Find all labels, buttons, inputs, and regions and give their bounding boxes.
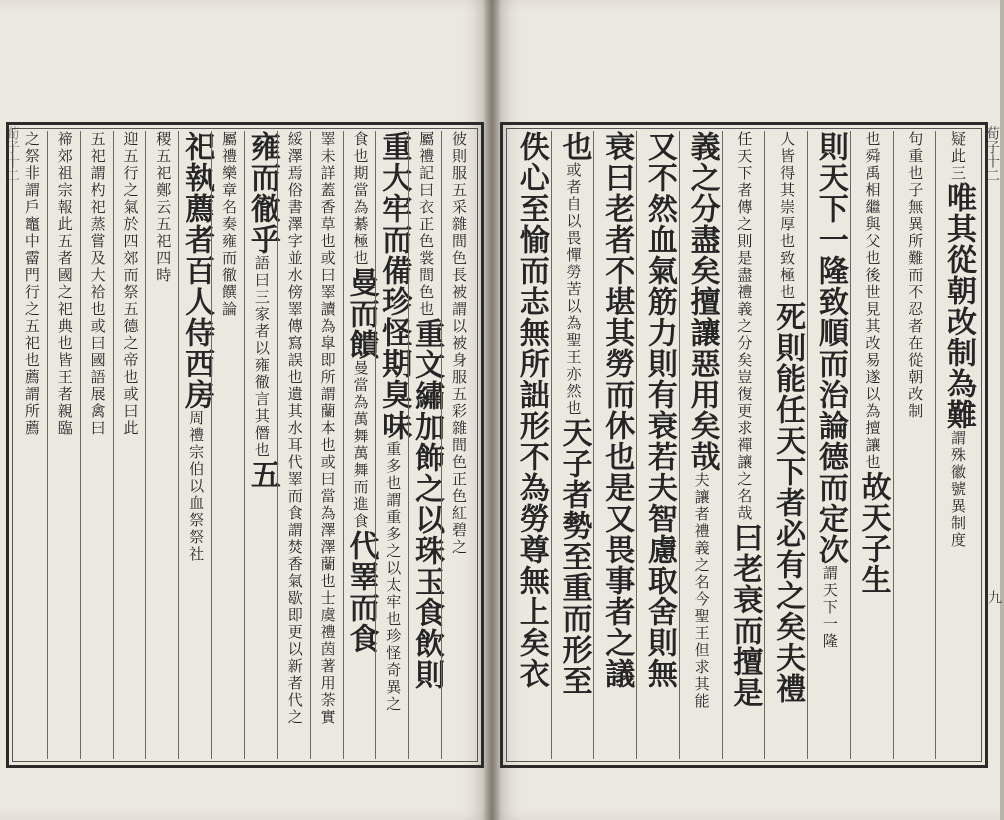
commentary-text: 重多也謂重多之以太牢也珍怪奇異之 — [384, 441, 403, 713]
column-divider — [764, 131, 765, 759]
main-text: 也 — [556, 131, 592, 162]
text-column — [179, 131, 215, 759]
commentary-text: 也舜禹相繼與父也後世見其改易遂以為擅讓也 — [863, 131, 882, 471]
column-divider — [935, 131, 936, 759]
commentary-text: 五祀謂杓祀蒸嘗及大祫也或曰國語展禽曰 — [88, 131, 107, 437]
main-text: 故天子生 — [855, 471, 891, 595]
commentary-text: 食也期當為綦極也 — [351, 131, 370, 267]
main-text: 衰曰老者不堪其勞而休也是又畏事者之議 — [599, 131, 635, 689]
right-edge-mark: 荀子十二 — [984, 126, 1000, 182]
column-divider — [850, 131, 851, 759]
text-column — [552, 131, 595, 759]
column-divider — [310, 131, 311, 759]
commentary-text: 彼則服五采雜間色 — [450, 131, 468, 267]
commentary-text: 屬禮樂章名奏雍而徹饌論 — [220, 131, 238, 318]
column-divider — [244, 131, 245, 759]
text-column — [245, 131, 278, 759]
main-text: 義之分盡矣擅讓惡用矣哉 — [684, 131, 720, 472]
text-column — [851, 131, 894, 759]
commentary-text: 綏澤焉俗書澤字並水傍睪傳寫誤也遺其水耳代睪而食謂焚香氣歇即更以新者代之 — [285, 131, 304, 726]
commentary-text: 屬禮記曰衣正色裳間色也 — [417, 131, 436, 318]
commentary-text: 人皆得其崇厚也致極也 — [778, 131, 797, 301]
main-text: 重文繡加飾之以珠玉食飲則 — [409, 318, 445, 690]
commentary-text: 長被謂以被身服五彩雜間色正色紅碧之 — [450, 267, 468, 556]
main-text: 唯其從朝改制為難 — [941, 182, 976, 430]
main-text: 佚心至愉而志無所詘形不為勞尊無上矣衣 — [513, 131, 549, 689]
column-divider — [593, 131, 594, 759]
main-text: 五 — [244, 459, 280, 490]
text-column — [146, 131, 179, 759]
text-column — [48, 131, 81, 759]
column-divider — [178, 131, 179, 759]
commentary-text: 曼當為萬舞萬舞而進食 — [351, 360, 370, 530]
text-column — [81, 131, 114, 759]
text-column — [376, 131, 412, 759]
main-text: 代睪而食 — [343, 530, 379, 654]
text-column — [278, 131, 311, 759]
text-column — [894, 131, 937, 759]
main-text: 重大牢而備珍怪期臭味 — [376, 131, 412, 441]
main-text: 曰老衰而擅是 — [727, 522, 763, 708]
text-column — [637, 131, 680, 759]
column-divider — [113, 131, 114, 759]
commentary-text: 周禮宗伯以血祭祭社 — [187, 410, 206, 563]
commentary-text: 謂天下一隆 — [820, 565, 839, 650]
column-divider — [145, 131, 146, 759]
column-divider — [551, 131, 552, 759]
text-column — [723, 131, 766, 759]
main-text: 祀執薦者百人侍西房 — [179, 131, 215, 410]
column-divider — [408, 131, 409, 759]
right-text-frame — [500, 122, 988, 768]
book-gutter — [484, 0, 500, 820]
main-text: 又不然血氣筋力則有衰若夫智慮取舍則無 — [641, 131, 677, 689]
column-divider — [636, 131, 637, 759]
text-column — [936, 131, 979, 759]
column-divider — [375, 131, 376, 759]
commentary-text: 禘郊祖宗報此五者國之祀典也皆王者親臨 — [55, 131, 74, 437]
text-column — [680, 131, 723, 759]
main-text: 天子者勢至重而形至 — [556, 417, 592, 696]
column-divider — [277, 131, 278, 759]
column-divider — [893, 131, 894, 759]
text-column — [344, 131, 377, 759]
text-column — [509, 131, 552, 759]
commentary-text: 稷五祀鄭云五祀四時 — [154, 131, 173, 284]
text-column — [808, 131, 851, 759]
main-text: 死則能任天下者必有之矣夫禮 — [770, 301, 806, 704]
column-divider — [679, 131, 680, 759]
right-page-number: 九 — [986, 590, 1002, 604]
commentary-text: 之祭非謂戶竈中霤門行之五祀也薦謂所薦 — [22, 131, 41, 437]
text-column — [311, 131, 344, 759]
column-divider — [80, 131, 81, 759]
column-divider — [211, 131, 212, 759]
commentary-text: 疑此三 — [949, 131, 967, 182]
commentary-text: 迎五行之氣於四郊而祭五德之帝也或曰此 — [121, 131, 140, 437]
text-column — [409, 131, 445, 759]
commentary-text: 句重也子無異所難而不忍者在從朝改制 — [906, 131, 925, 420]
commentary-text: 或者自以畏憚勞苦以為聖王亦然也 — [564, 162, 583, 417]
text-column — [442, 131, 475, 759]
commentary-text: 睪未詳蓋香草也或曰睪讀為皐即所謂蘭本也或曰當為澤澤蘭也士虞禮茵著用荼實 — [318, 131, 337, 726]
main-text: 曼而饋 — [343, 267, 379, 360]
text-column — [594, 131, 637, 759]
left-text-frame — [6, 122, 484, 768]
commentary-text: 任天下者傳之則是盡禮義之分矣豈復更求禪讓之名哉 — [735, 131, 754, 522]
commentary-text: 夫讓者禮義之名今聖王但求其能 — [692, 472, 711, 710]
commentary-text: 語曰三家者以雍徹言其僭也 — [252, 255, 271, 459]
left-edge-mark: 荀子十二 — [4, 126, 20, 182]
commentary-text: 謂殊徽號異制度 — [949, 430, 967, 549]
main-text: 雍而徹乎 — [244, 131, 280, 255]
column-divider — [441, 131, 442, 759]
column-divider — [47, 131, 48, 759]
column-divider — [343, 131, 344, 759]
text-column — [765, 131, 808, 759]
column-divider — [722, 131, 723, 759]
main-text: 則天下一隆致順而治論德而定次 — [812, 131, 848, 565]
text-column — [212, 131, 245, 759]
column-divider — [807, 131, 808, 759]
text-column — [114, 131, 147, 759]
